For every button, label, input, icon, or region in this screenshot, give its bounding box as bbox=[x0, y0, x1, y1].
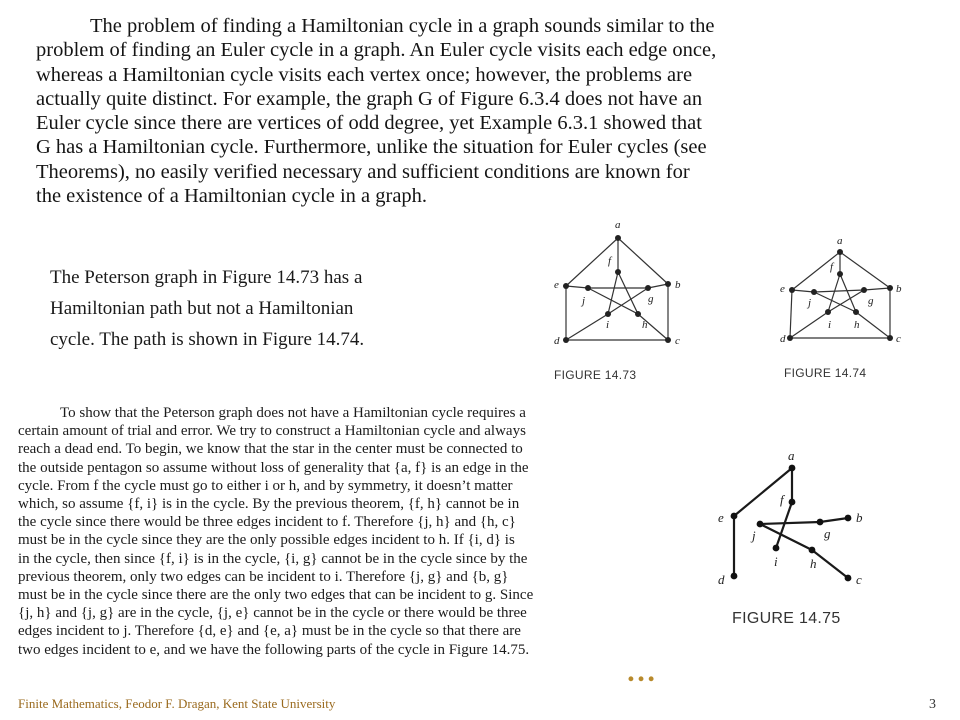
label-d: d bbox=[718, 572, 725, 587]
proof-line: reach a dead end. To begin, we know that the star in the center must be connected to bbox=[18, 441, 523, 458]
figure-14-73 bbox=[548, 214, 698, 384]
label-e: e bbox=[554, 279, 559, 291]
edge-jh bbox=[760, 524, 812, 550]
edge-bg bbox=[864, 288, 890, 290]
intro-line: actually quite distinct. For example, the graph G of Figure 6.3.4 does not have an bbox=[36, 87, 703, 110]
label-a: a bbox=[837, 235, 843, 247]
edge-bg bbox=[820, 518, 848, 522]
peterson-line: Hamiltonian path but not a Hamiltonian bbox=[50, 298, 354, 319]
intro-line: Euler cycle since there are vertices of odd degree, yet Example 6.3.1 showed that bbox=[36, 112, 702, 135]
intro-line: the existence of a Hamiltonian cycle in a graph. bbox=[36, 185, 428, 208]
label-g: g bbox=[824, 526, 831, 541]
label-a: a bbox=[615, 219, 621, 231]
figure-14-74 bbox=[778, 232, 912, 382]
edge-fi bbox=[608, 272, 618, 314]
label-g: g bbox=[648, 293, 654, 305]
edge-di bbox=[790, 312, 828, 338]
label-j: j bbox=[582, 295, 586, 307]
edge-gj bbox=[814, 290, 864, 292]
label-h: h bbox=[642, 319, 648, 331]
partial-cycle-graph-75 bbox=[712, 450, 872, 600]
peterson-line: cycle. The path is shown in Figure 14.74. bbox=[50, 329, 365, 350]
edge-bg bbox=[648, 284, 668, 288]
proof-line: edges incident to j. Therefore {d, e} and {e, a} must be in the cycle so that there are bbox=[18, 623, 521, 640]
intro-line: G has a Hamiltonian cycle. Furthermore, unlike the situation for Euler cycles (see bbox=[36, 136, 707, 159]
label-i: i bbox=[828, 319, 832, 331]
edge-de bbox=[790, 290, 792, 338]
edge-fh bbox=[840, 274, 856, 312]
proof-line: To show that the Peterson graph does not have a Hamiltonian cycle requires a bbox=[60, 405, 526, 421]
proof-line: must be in the cycle since they are the only possible edges incident to h. If {i, d} is bbox=[18, 532, 515, 549]
proof-line: certain amount of trial and error. We try to construct a Hamiltonian cycle and always bbox=[18, 423, 526, 440]
intro-line: problem of finding an Euler cycle in a graph. An Euler cycle visits each edge once, bbox=[36, 39, 717, 62]
proof-line: the outside pentagon so assume without loss of generality that {a, f} is an edge in the bbox=[18, 459, 529, 476]
peterson-graph-73 bbox=[548, 214, 698, 364]
figure-caption: FIGURE 14.74 bbox=[784, 366, 867, 380]
label-e: e bbox=[718, 510, 724, 525]
proof-line: two edges incident to e, and we have the following parts of the cycle in Figure 14.75. bbox=[18, 641, 530, 658]
label-g: g bbox=[868, 295, 874, 307]
label-b: b bbox=[856, 510, 863, 525]
edge-fi bbox=[776, 502, 792, 548]
page-number: 3 bbox=[929, 697, 936, 712]
label-d: d bbox=[554, 335, 560, 347]
figure-14-75 bbox=[712, 450, 872, 638]
label-c: c bbox=[896, 333, 901, 345]
edge-jh bbox=[814, 292, 856, 312]
proof-line: {j, h} and {j, g} are in the cycle, {j, e} cannot be in the cycle or there would be three bbox=[18, 605, 527, 622]
figure-caption: FIGURE 14.73 bbox=[554, 368, 637, 382]
footer-credit: Finite Mathematics, Feodor F. Dragan, Kent State University bbox=[18, 696, 336, 711]
label-b: b bbox=[896, 283, 902, 295]
label-c: c bbox=[675, 335, 680, 347]
proof-paragraph bbox=[18, 404, 630, 659]
label-f: f bbox=[830, 261, 834, 273]
edge-ej bbox=[792, 290, 814, 292]
intro-line: Theorems), no easily verified necessary and sufficient conditions are known for bbox=[36, 160, 690, 183]
edge-ej bbox=[566, 286, 588, 288]
figure-caption: FIGURE 14.75 bbox=[732, 610, 841, 627]
continuation-ellipsis: … bbox=[626, 655, 657, 688]
label-f: f bbox=[780, 492, 784, 507]
label-i: i bbox=[606, 319, 610, 331]
edge-ab bbox=[840, 252, 890, 288]
proof-line: in the cycle, then since {f, i} is in the cycle, {i, g} cannot be in the cycle since by the bbox=[18, 550, 528, 567]
label-e: e bbox=[780, 283, 785, 295]
label-f: f bbox=[608, 255, 612, 267]
label-a: a bbox=[788, 450, 795, 463]
label-h: h bbox=[854, 319, 860, 331]
proof-line: previous theorem, only two edges can be incident to i. Therefore {j, g} and {b, g} bbox=[18, 568, 509, 585]
proof-line: which, so assume {f, i} is in the cycle. By the previous theorem, {f, h} cannot be in bbox=[18, 496, 520, 513]
intro-line: whereas a Hamiltonian cycle visits each vertex once; however, the problems are bbox=[36, 63, 693, 86]
peterson-statement bbox=[50, 262, 460, 355]
label-i: i bbox=[774, 554, 778, 569]
proof-line: must be in the cycle since there are the only two edges that can be incident to g. Since bbox=[18, 587, 534, 604]
intro-line: The problem of finding a Hamiltonian cycle in a graph sounds similar to the bbox=[90, 15, 715, 37]
edge-ab bbox=[618, 238, 668, 284]
label-d: d bbox=[780, 333, 786, 345]
edge-di bbox=[566, 314, 608, 340]
edge-fh bbox=[618, 272, 638, 314]
edge-hc bbox=[812, 550, 848, 578]
peterson-line: The Peterson graph in Figure 14.73 has a bbox=[50, 267, 363, 288]
proof-line: the cycle since there would be three edges incident to f. Therefore {j, h} and {h, c} bbox=[18, 514, 516, 531]
edge-ch bbox=[856, 312, 890, 338]
peterson-graph-74 bbox=[778, 232, 912, 357]
label-j: j bbox=[752, 528, 756, 543]
proof-line: cycle. From f the cycle must go to either i or h, and by symmetry, it doesn’t matter bbox=[18, 477, 513, 494]
label-h: h bbox=[810, 556, 817, 571]
label-j: j bbox=[808, 297, 812, 309]
edge-gj bbox=[760, 522, 820, 524]
intro-paragraph bbox=[36, 14, 776, 208]
label-c: c bbox=[856, 572, 862, 587]
label-b: b bbox=[675, 279, 681, 291]
